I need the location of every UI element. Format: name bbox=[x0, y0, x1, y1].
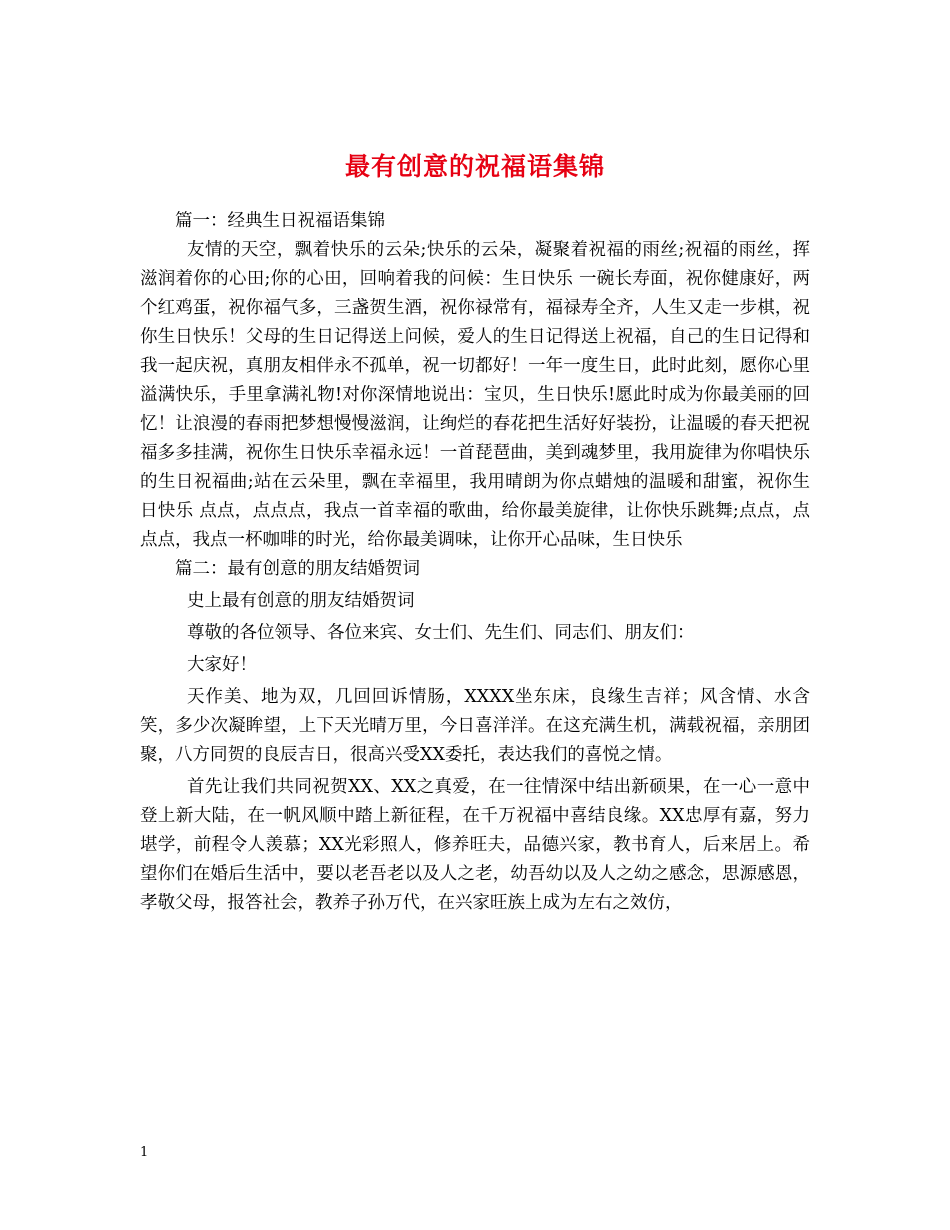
section-heading-1: 篇一：经典生日祝福语集锦 bbox=[175, 211, 385, 231]
document-body bbox=[140, 207, 810, 918]
document-title: 最有创意的祝福语集锦 bbox=[344, 151, 605, 181]
section-heading-2: 篇二：最有创意的朋友结婚贺词 bbox=[175, 559, 420, 579]
subheading: 史上最有创意的朋友结婚贺词 bbox=[187, 591, 415, 611]
body-paragraph: 天作美、地为双，几回回诉情肠，XXXX坐东床，良缘生吉祥；风含情、水含笑，多少次凝眸望，上下天光晴万里，今日喜洋洋。在这充满生机，满载祝福，亲朋团聚，八方同贺的良辰吉日，很高兴受XX委托，表达我们的喜悦之情。 bbox=[140, 687, 810, 765]
greeting-line: 尊敬的各位领导、各位来宾、女士们、先生们、同志们、朋友们： bbox=[187, 623, 695, 643]
body-paragraph: 友情的天空，飘着快乐的云朵;快乐的云朵，凝聚着祝福的雨丝;祝福的雨丝，挥滋润着你的心田;你的心田，回响着我的问候：生日快乐 一碗长寿面，祝你健康好，两个红鸡蛋，祝你福气多，三盏贺生酒，祝你禄常有，福禄寿全齐，人生又走一步棋，祝你生日快乐！父母的生日记得送上问候，爱人的生日记得送上祝福，自己的生日记得和我一起庆祝，真朋友相伴永不孤单，祝一切都好！一年一度生日，此时此刻，愿你心里溢满快乐，手里拿满礼物!对你深情地说出：宝贝，生日快乐!愿此时成为你最美丽的回忆！让浪漫的春雨把梦想慢慢滋润，让绚烂的春花把生活好好装扮，让温暖的春天把祝福多多挂满，祝你生日快乐幸福永远！一首琵琶曲，美到魂梦里，我用旋律为你唱快乐的生日祝福曲;站在云朵里，飘在幸福里，我用晴朗为你点蜡烛的温暖和甜蜜，祝你生日快乐 点点，点点点，我点一首幸福的歌曲，给你最美旋律，让你快乐跳舞;点点，点点点，我点一杯咖啡的时光，给你最美调味，让你开心品味，生日快乐 bbox=[140, 240, 810, 550]
body-paragraph: 首先让我们共同祝贺XX、XX之真爱，在一往情深中结出新硕果，在一心一意中登上新大陆，在一帆风顺中踏上新征程，在千万祝福中喜结良缘。XX忠厚有嘉，努力堪学，前程令人羡慕；XX光彩照人，修养旺夫，品德兴家，教书育人，后来居上。希望你们在婚后生活中，要以老吾老以及人之老，幼吾幼以及人之幼之感念，思源感恩，孝敬父母，报答社会，教养子孙万代，在兴家旺族上成为左右之效仿， bbox=[140, 777, 810, 913]
page-number: 1 bbox=[140, 1145, 149, 1160]
greeting-line: 大家好！ bbox=[187, 655, 257, 675]
